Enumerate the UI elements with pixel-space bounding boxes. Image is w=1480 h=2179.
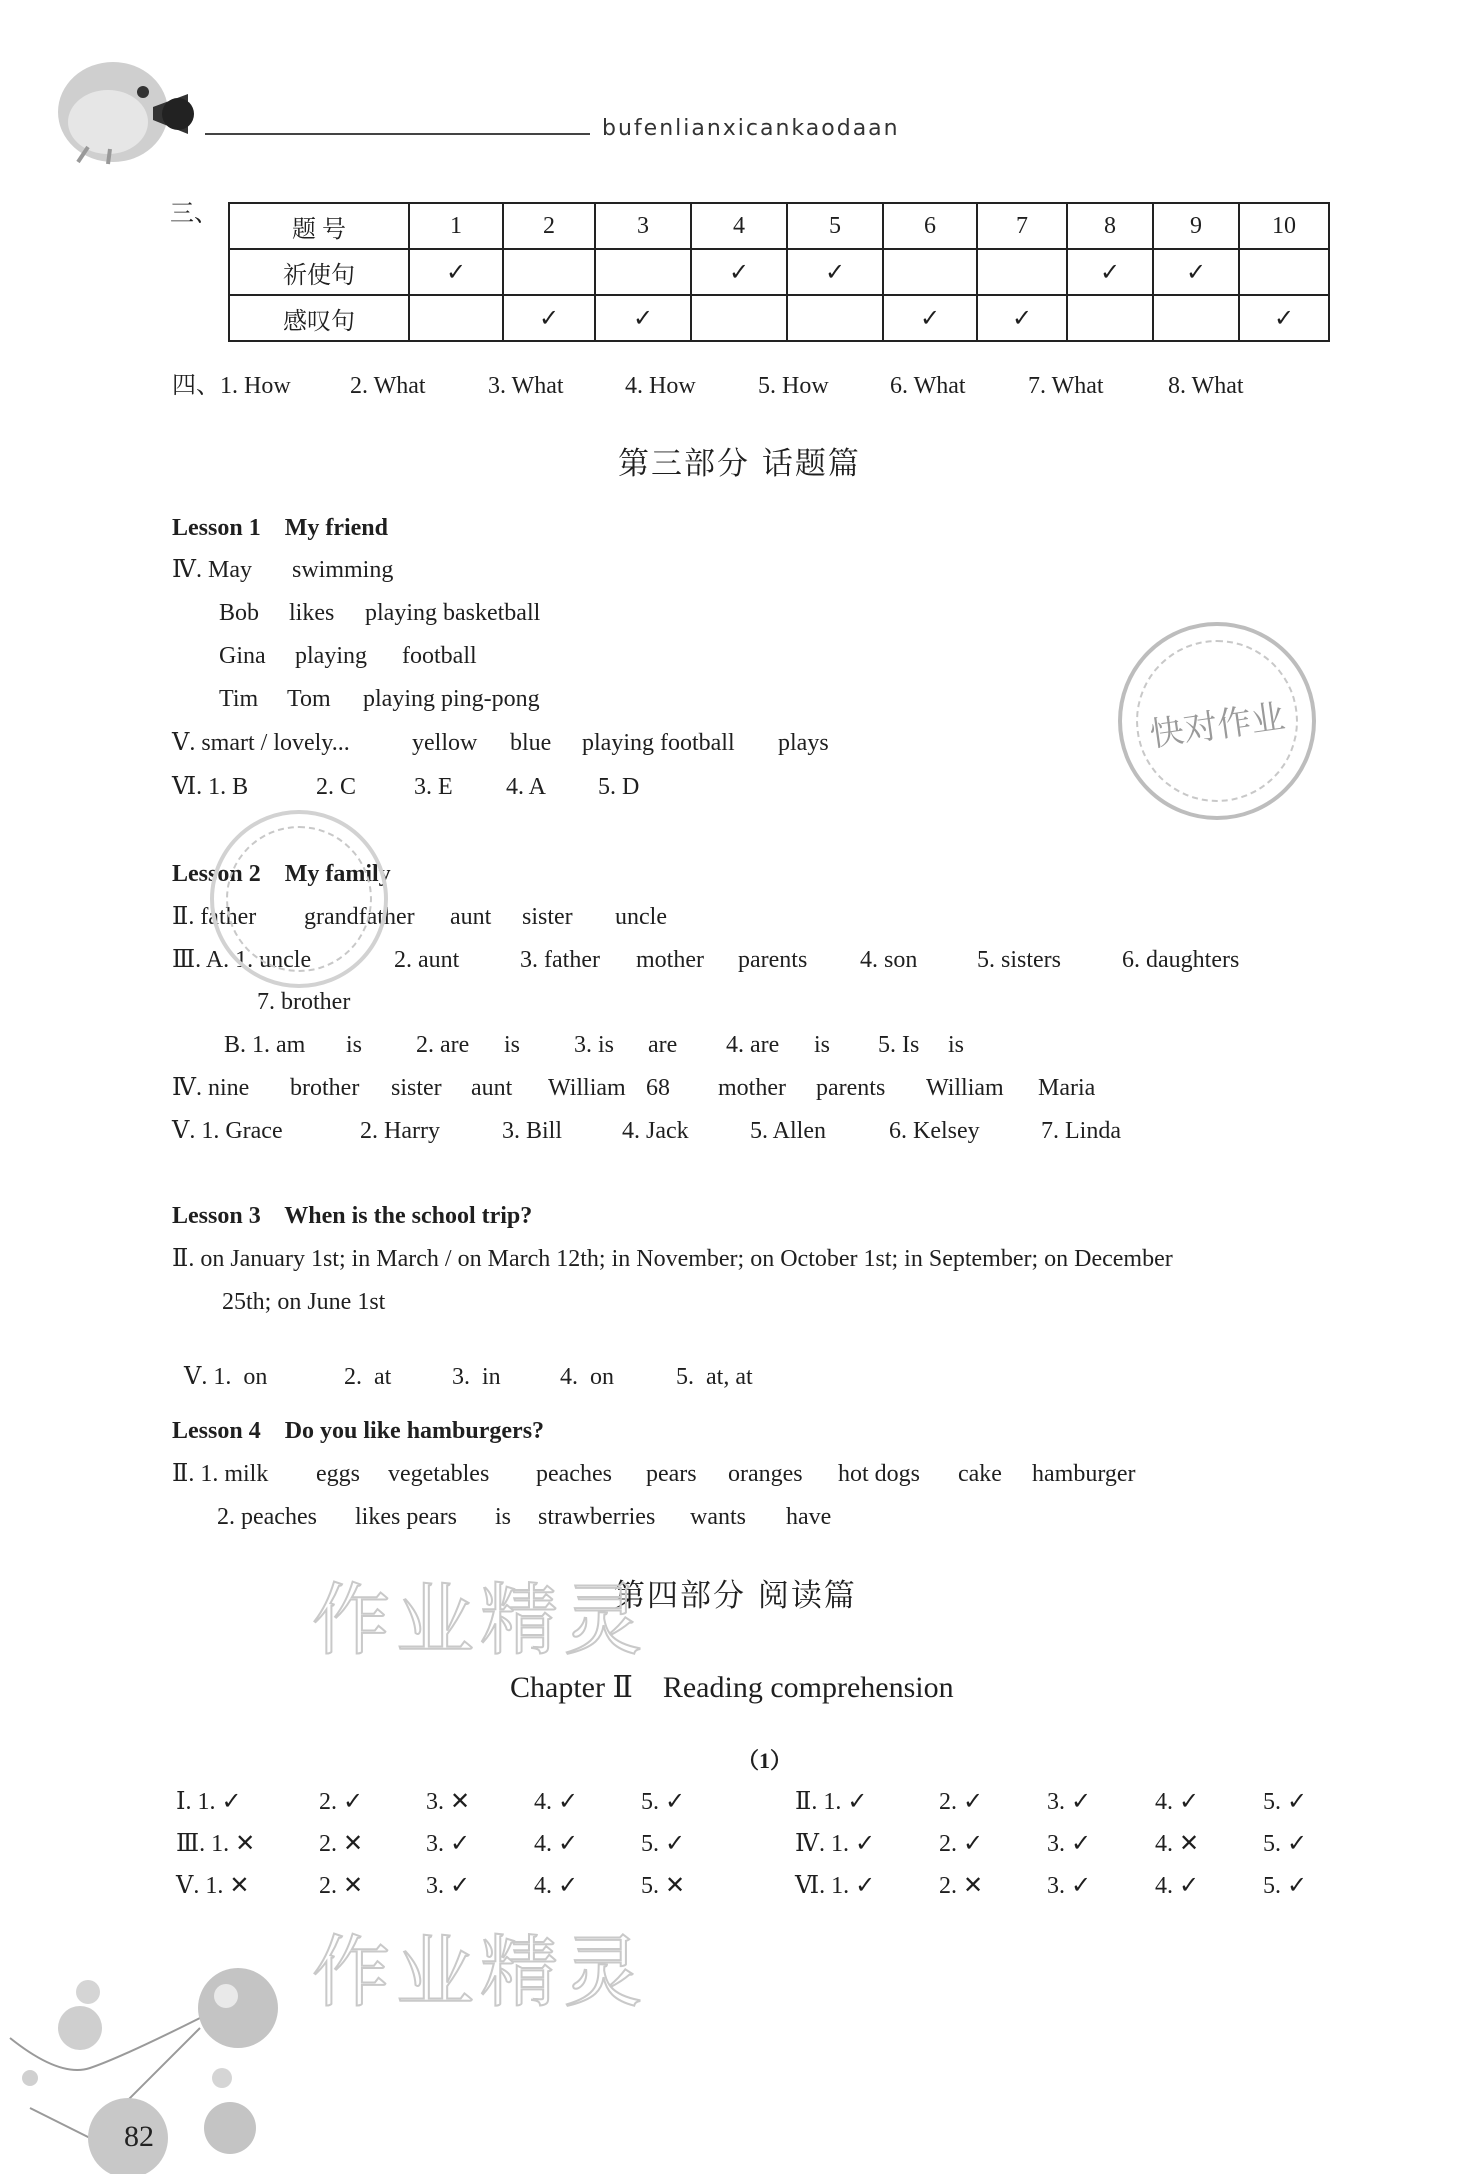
answer-item: 2. ✓ bbox=[319, 1789, 364, 1815]
bird-mascot-icon bbox=[48, 52, 198, 172]
answer-item: 3. in bbox=[452, 1364, 501, 1390]
answer-item: blue bbox=[510, 730, 552, 756]
table-cell bbox=[409, 295, 503, 341]
answer-item: is bbox=[504, 1032, 521, 1058]
answer-item: strawberries bbox=[538, 1504, 656, 1530]
answer-item: 4. How bbox=[625, 373, 696, 399]
chapter-title: Chapter Ⅱ Reading comprehension bbox=[510, 1671, 954, 1704]
answer-item: cake bbox=[958, 1461, 1002, 1487]
table-cell bbox=[787, 295, 883, 341]
answer-item: 4. ✕ bbox=[1155, 1831, 1200, 1857]
answer-item: 2. ✕ bbox=[939, 1873, 984, 1899]
answer-item: 3. ✓ bbox=[1047, 1831, 1092, 1857]
table-cell bbox=[1067, 295, 1153, 341]
stamp-seal bbox=[1118, 622, 1316, 820]
answer-item: mother bbox=[636, 947, 704, 973]
answer-item: Ⅱ. on January 1st; in March / on March 12th; in November; on October 1st; in September; on December bbox=[172, 1246, 1173, 1272]
lesson1-line bbox=[172, 554, 393, 586]
answer-item: Ⅴ. 1. ✕ bbox=[176, 1873, 250, 1899]
answer-item: have bbox=[786, 1504, 832, 1530]
table-cell: 9 bbox=[1153, 203, 1239, 249]
table-cell: 感叹句 bbox=[229, 295, 409, 341]
answer-item: yellow bbox=[412, 730, 478, 756]
answer-item: 4. son bbox=[860, 947, 918, 973]
answer-item: Ⅵ. 1. ✓ bbox=[795, 1873, 876, 1899]
answer-item: Tom bbox=[287, 686, 331, 712]
table-cell: 2 bbox=[503, 203, 595, 249]
table-cell: ✓ bbox=[1239, 295, 1329, 341]
answer-item: likes bbox=[289, 600, 335, 626]
answer-item: 2. ✕ bbox=[319, 1873, 364, 1899]
answer-item: plays bbox=[778, 730, 829, 756]
answer-item: 5. Is bbox=[878, 1032, 920, 1058]
answer-item: William bbox=[548, 1075, 626, 1101]
table-row bbox=[229, 249, 1329, 295]
table-row bbox=[229, 295, 1329, 341]
watermark: 作业精灵 bbox=[312, 1928, 649, 2018]
lesson2-title: Lesson 2 My family bbox=[172, 861, 391, 887]
answer-item: 4. ✓ bbox=[534, 1873, 579, 1899]
answer-item: 5. Allen bbox=[750, 1118, 826, 1144]
answer-item: oranges bbox=[728, 1461, 803, 1487]
answer-item: Maria bbox=[1038, 1075, 1096, 1101]
table-cell: ✓ bbox=[691, 249, 787, 295]
answer-item: playing football bbox=[582, 730, 735, 756]
answer-item: B. 1. am bbox=[224, 1032, 306, 1058]
answer-item: peaches bbox=[536, 1461, 612, 1487]
answer-item: 4. Jack bbox=[622, 1118, 689, 1144]
lesson4-title: Lesson 4 Do you like hamburgers? bbox=[172, 1418, 545, 1444]
table-cell bbox=[595, 249, 691, 295]
answer-item: 4. ✓ bbox=[1155, 1789, 1200, 1815]
answer-item: grandfather bbox=[304, 904, 415, 930]
watermark: 作业精灵 bbox=[312, 1576, 649, 1666]
answer-item: brother bbox=[290, 1075, 360, 1101]
answer-item: 4. ✓ bbox=[1155, 1873, 1200, 1899]
sentence-type-table bbox=[228, 202, 1330, 342]
table-cell: ✓ bbox=[883, 295, 977, 341]
table-header-row bbox=[229, 203, 1329, 249]
part3-title: 第三部分 话题篇 bbox=[618, 446, 861, 482]
table-cell: 题 号 bbox=[229, 203, 409, 249]
tf-row bbox=[176, 1786, 1307, 1818]
table-cell: 3 bbox=[595, 203, 691, 249]
header-rule bbox=[205, 133, 590, 135]
answer-item: 5. D bbox=[598, 774, 640, 800]
answer-item: 3. E bbox=[414, 774, 453, 800]
answer-item: 2. What bbox=[350, 373, 426, 399]
table-cell bbox=[883, 249, 977, 295]
answer-item: 4. ✓ bbox=[534, 1831, 579, 1857]
answer-item: 2. are bbox=[416, 1032, 470, 1058]
answer-item: 2. ✕ bbox=[319, 1831, 364, 1857]
page-number: 82 bbox=[124, 2120, 154, 2153]
answer-item: Gina bbox=[219, 643, 266, 669]
answer-item: 2. aunt bbox=[394, 947, 460, 973]
answer-item: 5. How bbox=[758, 373, 829, 399]
answer-item: 1. How bbox=[220, 373, 291, 399]
answer-item: Tim bbox=[219, 686, 259, 712]
answer-item: 5. sisters bbox=[977, 947, 1061, 973]
table-cell: 8 bbox=[1067, 203, 1153, 249]
answer-item: 3. ✕ bbox=[426, 1789, 471, 1815]
answer-item: 5. ✓ bbox=[1263, 1789, 1308, 1815]
answer-item: wants bbox=[690, 1504, 746, 1530]
lesson3-line bbox=[172, 1243, 1173, 1275]
answer-item: Bob bbox=[219, 600, 260, 626]
stamp-text: 快对作业 bbox=[1147, 696, 1288, 756]
answer-item: football bbox=[402, 643, 477, 669]
lesson2-line bbox=[257, 986, 350, 1018]
answer-item: 7. brother bbox=[257, 989, 351, 1015]
answer-item: mother bbox=[718, 1075, 786, 1101]
tf-row bbox=[176, 1870, 1307, 1902]
lesson3-line bbox=[222, 1286, 385, 1318]
table-cell: 1 bbox=[409, 203, 503, 249]
answer-item: 4. A bbox=[506, 774, 547, 800]
answer-item: 4. on bbox=[560, 1364, 614, 1390]
answer-item: Ⅵ. 1. B bbox=[172, 774, 249, 800]
lesson2-line bbox=[172, 1072, 1095, 1104]
lesson3-title: Lesson 3 When is the school trip? bbox=[172, 1203, 533, 1229]
answer-item: playing ping-pong bbox=[363, 686, 540, 712]
answer-item: 4. ✓ bbox=[534, 1789, 579, 1815]
table-cell: 6 bbox=[883, 203, 977, 249]
answer-item: parents bbox=[816, 1075, 886, 1101]
table-cell: 祈使句 bbox=[229, 249, 409, 295]
answer-item: uncle bbox=[615, 904, 667, 930]
table-cell bbox=[691, 295, 787, 341]
lesson4-line bbox=[172, 1458, 1136, 1490]
answer-item: playing bbox=[295, 643, 367, 669]
answer-item: vegetables bbox=[388, 1461, 490, 1487]
answer-item: Ⅲ. A. 1. uncle bbox=[172, 947, 312, 973]
answer-item: 5. ✓ bbox=[1263, 1831, 1308, 1857]
answer-item: 3. Bill bbox=[502, 1118, 563, 1144]
stamp-seal bbox=[210, 810, 388, 988]
answer-item: 2. peaches bbox=[217, 1504, 317, 1530]
table-cell: ✓ bbox=[977, 295, 1067, 341]
answer-item: Ⅳ. May bbox=[172, 557, 252, 583]
answer-item: 3. ✓ bbox=[1047, 1789, 1092, 1815]
answer-item: eggs bbox=[316, 1461, 360, 1487]
table-cell: ✓ bbox=[595, 295, 691, 341]
answer-item: 25th; on June 1st bbox=[222, 1289, 386, 1315]
answer-item: 3. ✓ bbox=[426, 1831, 471, 1857]
answer-item: 68 bbox=[646, 1075, 670, 1101]
lesson1-line bbox=[172, 727, 829, 759]
table-cell bbox=[1153, 295, 1239, 341]
answer-item: 5. ✓ bbox=[641, 1789, 686, 1815]
answer-item: is bbox=[948, 1032, 965, 1058]
answer-item: is bbox=[814, 1032, 831, 1058]
lesson3-line bbox=[172, 1329, 753, 1393]
answer-item: likes pears bbox=[355, 1504, 457, 1530]
answer-item: 3. father bbox=[520, 947, 600, 973]
answer-item: 7. What bbox=[1028, 373, 1104, 399]
answer-item: Ⅰ. 1. ✓ bbox=[176, 1789, 242, 1815]
answer-item: aunt bbox=[471, 1075, 513, 1101]
answer-item: 2. ✓ bbox=[939, 1789, 984, 1815]
table-cell: ✓ bbox=[1153, 249, 1239, 295]
answer-line-si bbox=[172, 370, 1244, 402]
section-label-si: 四、 bbox=[172, 373, 220, 399]
answer-item: pears bbox=[646, 1461, 697, 1487]
answer-item: 4. are bbox=[726, 1032, 780, 1058]
answer-item: hamburger bbox=[1032, 1461, 1136, 1487]
answer-item: 2. ✓ bbox=[939, 1831, 984, 1857]
answer-item: 2. at bbox=[344, 1364, 392, 1390]
answer-item: 2. Harry bbox=[360, 1118, 440, 1144]
lesson1-line bbox=[219, 683, 540, 715]
table-cell bbox=[977, 249, 1067, 295]
answer-item: 3. What bbox=[488, 373, 564, 399]
answer-item: Ⅴ. smart / lovely... bbox=[172, 730, 350, 756]
table-cell bbox=[1239, 249, 1329, 295]
answer-item: Ⅱ. 1. ✓ bbox=[795, 1789, 868, 1815]
answer-item: 6. Kelsey bbox=[889, 1118, 980, 1144]
answer-item: hot dogs bbox=[838, 1461, 921, 1487]
answer-item: 5. ✓ bbox=[641, 1831, 686, 1857]
answer-item: 3. ✓ bbox=[1047, 1873, 1092, 1899]
lesson1-line bbox=[219, 640, 477, 672]
lesson2-line bbox=[172, 1115, 1121, 1147]
table-cell: 7 bbox=[977, 203, 1067, 249]
answer-item: 3. is bbox=[574, 1032, 615, 1058]
answer-item: sister bbox=[391, 1075, 442, 1101]
answer-item: Ⅴ. 1. Grace bbox=[172, 1118, 283, 1144]
answer-item: Ⅱ. 1. milk bbox=[172, 1461, 269, 1487]
answer-item: 2. C bbox=[316, 774, 357, 800]
table-cell bbox=[503, 249, 595, 295]
answer-item: are bbox=[648, 1032, 678, 1058]
answer-item: 5. at, at bbox=[676, 1364, 753, 1390]
lesson1-title: Lesson 1 My friend bbox=[172, 515, 388, 541]
table-cell: ✓ bbox=[409, 249, 503, 295]
answer-item: William bbox=[926, 1075, 1004, 1101]
table-cell: 5 bbox=[787, 203, 883, 249]
answer-item: 5. ✕ bbox=[641, 1873, 686, 1899]
answer-item: aunt bbox=[450, 904, 492, 930]
tf-row bbox=[176, 1828, 1307, 1860]
answer-item: 8. What bbox=[1168, 373, 1244, 399]
lesson2-line bbox=[224, 1029, 964, 1061]
table-cell: ✓ bbox=[787, 249, 883, 295]
answer-item: is bbox=[346, 1032, 363, 1058]
answer-item: Ⅱ. father bbox=[172, 904, 257, 930]
answer-item: 7. Linda bbox=[1041, 1118, 1121, 1144]
table-cell: 10 bbox=[1239, 203, 1329, 249]
part4-title: 第四部分 阅读篇 bbox=[614, 1578, 857, 1614]
section-label-san: 三、 bbox=[170, 201, 218, 227]
answer-item: Ⅳ. nine bbox=[172, 1075, 250, 1101]
answer-item: sister bbox=[522, 904, 573, 930]
answer-item: Ⅳ. 1. ✓ bbox=[795, 1831, 876, 1857]
running-title: bufenlianxicankaodaan bbox=[602, 116, 900, 141]
answer-item: Ⅴ. 1. on bbox=[184, 1364, 268, 1390]
table-cell: 4 bbox=[691, 203, 787, 249]
answer-item: 6. daughters bbox=[1122, 947, 1240, 973]
answer-item: parents bbox=[738, 947, 808, 973]
answer-item: is bbox=[495, 1504, 512, 1530]
answer-item: Ⅲ. 1. ✕ bbox=[176, 1831, 256, 1857]
answer-item: 3. ✓ bbox=[426, 1873, 471, 1899]
answer-item: playing basketball bbox=[365, 600, 541, 626]
answer-item: 5. ✓ bbox=[1263, 1873, 1308, 1899]
answer-item: swimming bbox=[292, 557, 394, 583]
lesson1-line bbox=[172, 771, 639, 803]
answer-item: 6. What bbox=[890, 373, 966, 399]
section-number: （1） bbox=[737, 1748, 793, 1773]
lesson4-line bbox=[217, 1501, 831, 1533]
table-cell: ✓ bbox=[1067, 249, 1153, 295]
lesson1-line bbox=[219, 597, 540, 629]
table-cell: ✓ bbox=[503, 295, 595, 341]
